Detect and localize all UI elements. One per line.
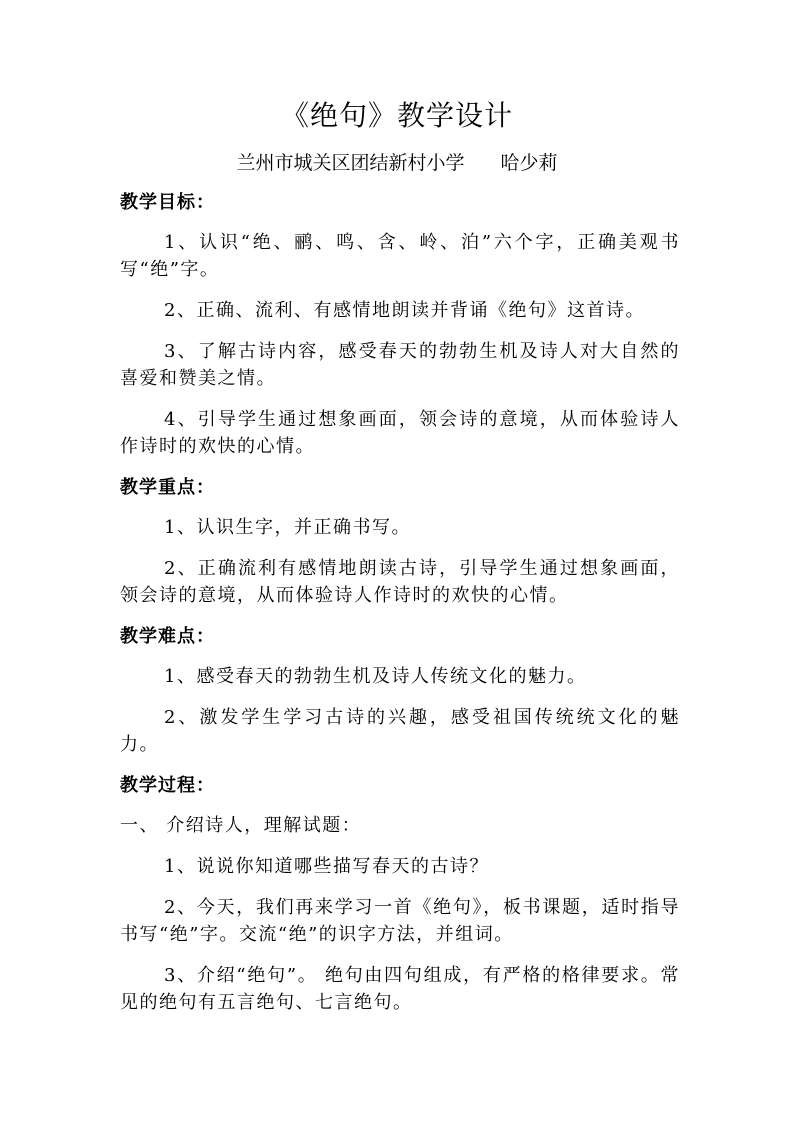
process-heading: 教学过程： xyxy=(120,775,215,796)
key-point-item-2: 2、正确流利有感情地朗读古诗，引导学生通过想象画面，领会诗的意境，从而体验诗人作诗时的欢快的心情。 xyxy=(120,558,680,606)
objective-item-1: 1、认识“绝、鹂、鸣、含、岭、泊”六个字，正确美观书写“绝”字。 xyxy=(120,232,680,280)
difficulty-item-2: 2、激发学生学习古诗的兴趣，感受祖国传统统文化的魅力。 xyxy=(120,707,680,755)
document-body xyxy=(120,190,680,1016)
school-name: 兰州市城关区团结新村小学 xyxy=(236,152,465,174)
objectives-heading: 教学目标： xyxy=(120,192,215,213)
objective-item-3: 3、了解古诗内容，感受春天的勃勃生机及诗人对大自然的喜爱和赞美之情。 xyxy=(120,341,680,389)
process-item-1: 1、说说你知道哪些描写春天的古诗？ xyxy=(164,856,489,877)
objective-item-4: 4、引导学生通过想象画面，领会诗的意境，从而体验诗人作诗时的欢快的心情。 xyxy=(120,409,680,457)
key-point-item-1: 1、认识生字，并正确书写。 xyxy=(164,517,411,538)
difficulties-heading: 教学难点： xyxy=(120,626,215,647)
document-title: 《绝句》教学设计 xyxy=(280,99,513,132)
process-item-3: 3、介绍“绝句”。 绝句由四句组成，有严格的格律要求。常见的绝句有五言绝句、七言绝句。 xyxy=(120,965,680,1013)
difficulty-item-1: 1、感受春天的勃勃生机及诗人传统文化的魅力。 xyxy=(164,666,587,687)
process-step-one: 一、 介绍诗人，理解试题： xyxy=(120,815,362,836)
key-points-heading: 教学重点： xyxy=(120,477,215,498)
author-name: 哈少莉 xyxy=(500,152,558,174)
objective-item-2: 2、正确、流利、有感情地朗读并背诵《绝句》这首诗。 xyxy=(164,300,645,321)
process-item-2: 2、今天，我们再来学习一首《绝句》，板书课题，适时指导书写“绝”字。交流“绝”的识字方法，并组词。 xyxy=(120,897,680,945)
author-line xyxy=(0,150,794,176)
